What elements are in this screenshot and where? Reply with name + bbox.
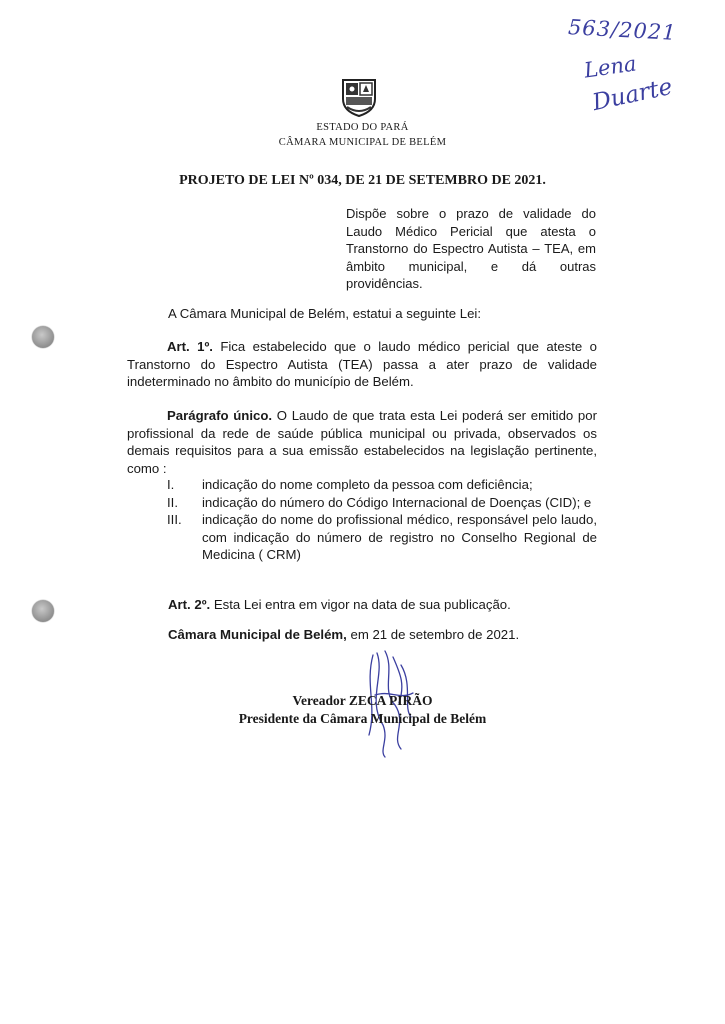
protocol-number: 563/2021	[567, 15, 678, 45]
list-item-number: II.	[167, 494, 178, 510]
intro-paragraph: A Câmara Municipal de Belém, estatui a seguinte Lei:	[168, 306, 482, 321]
sole-paragraph-text: O Laudo de que trata esta Lei poderá ser emitido por profissional da rede de saúde pública municipal ou privada, observados os demais requisitos para a sua emissão estabelecidos na legislação pertinente, como :	[127, 408, 597, 476]
requirements-list	[127, 476, 597, 564]
list-item-text: indicação do nome do profissional médico, responsável pelo laudo, com indicação do número de registro no Conselho Regional de Medicina ( CRM)	[202, 512, 597, 562]
list-item	[127, 511, 597, 564]
list-item-text: indicação do nome completo da pessoa com deficiência;	[202, 477, 533, 492]
article-1	[127, 338, 597, 391]
sole-paragraph-label: Parágrafo único.	[167, 408, 273, 423]
handwritten-note-line1: Lena	[582, 51, 638, 83]
list-item-text: indicação do número do Código Internacional de Doenças (CID); e	[202, 494, 592, 510]
closing-line	[168, 626, 598, 644]
signer-role: Presidente da Câmara Municipal de Belém	[238, 711, 487, 726]
sole-paragraph	[127, 407, 597, 477]
article-2-text: Esta Lei entra em vigor na data de sua publicação.	[210, 597, 511, 612]
closing-date: em 21 de setembro de 2021.	[346, 627, 520, 642]
punch-hole	[32, 326, 54, 348]
list-item	[127, 494, 597, 512]
handwritten-note-line2: Duarte	[590, 73, 675, 117]
list-item-number: I.	[167, 477, 175, 492]
article-2	[168, 596, 598, 614]
coat-of-arms-icon	[339, 77, 379, 117]
header-state: ESTADO DO PARÁ	[316, 122, 409, 133]
ementa: Dispõe sobre o prazo de validade do Laudo Médico Pericial que atesta o Transtorno do Espectro Autista – TEA, em âmbito municipal, e dá outras providências.	[346, 206, 596, 291]
article-1-label: Art. 1º.	[167, 339, 213, 354]
list-item-number: III.	[167, 512, 182, 527]
signer-name: Vereador ZECA PIRÃO	[292, 693, 433, 708]
header-chamber: CÂMARA MUNICIPAL DE BELÉM	[278, 137, 447, 148]
closing-place: Câmara Municipal de Belém,	[168, 627, 347, 642]
document-title: PROJETO DE LEI Nº 034, DE 21 DE SETEMBRO DE 2021.	[179, 173, 546, 188]
article-2-label: Art. 2º.	[168, 597, 211, 612]
list-item	[127, 476, 597, 494]
punch-hole	[32, 600, 54, 622]
article-1-text: Fica estabelecido que o laudo médico pericial que ateste o Transtorno do Espectro Autista (TEA) passa a ater prazo de validade indeterminado no âmbito do município de Belém.	[127, 339, 597, 389]
